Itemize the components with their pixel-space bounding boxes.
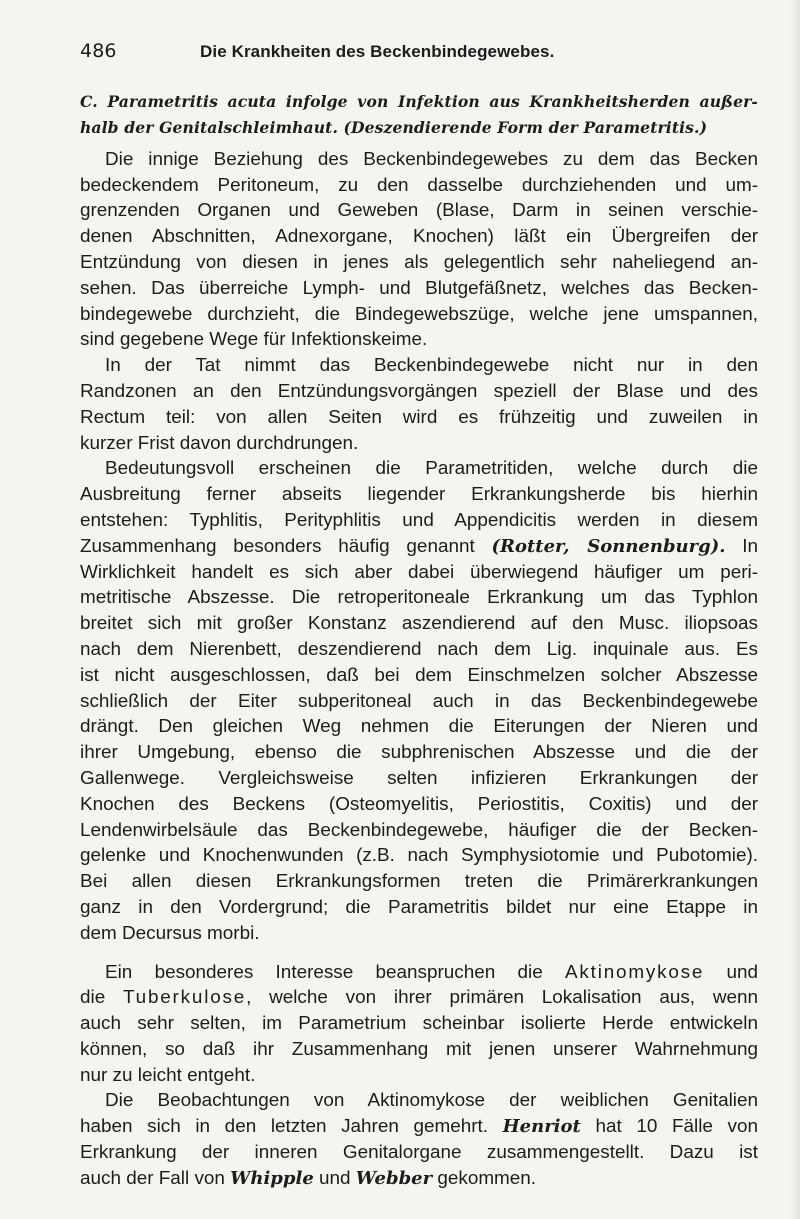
text-line — [80, 1166, 758, 1192]
text-line — [80, 534, 758, 560]
text-fragment: In — [725, 535, 758, 557]
text-line: auch sehr selten, im Parametrium scheinbar isolierte Herde entwickeln — [80, 1013, 758, 1035]
text-fragment: hat 10 Fälle von — [580, 1116, 758, 1138]
text-line: ganz in den Vordergrund; die Parametritis bildet nur eine Etappe in — [80, 896, 758, 918]
text-line: ist nicht ausgeschlossen, daß bei dem Einschmelzen solcher Abszesse — [80, 664, 758, 686]
text-line: In der Tat nimmt das Beckenbindegewebe nicht nur in den — [105, 355, 758, 377]
section-heading-line: halb der Genitalschleimhaut. (Deszendierende Form der Parametritis.) — [80, 117, 708, 137]
text-line: Rectum teil: von allen Seiten wird es frühzeitig und zuweilen in — [80, 406, 758, 428]
text-fragment: gekommen. — [432, 1167, 537, 1189]
paragraph-4 — [80, 960, 758, 1089]
emphasized-term: Tuberkulose — [123, 987, 247, 1009]
paragraph-1 — [80, 147, 758, 353]
text-fragment: die — [80, 987, 123, 1009]
text-fragment: haben sich in den letzten Jahren gemehrt. — [80, 1116, 503, 1138]
text-line: grenzenden Organen und Geweben (Blase, Darm in seinen verschie- — [80, 200, 758, 222]
text-line: schließlich der Eiter subperitoneal auch in das Beckenbindegewebe — [80, 690, 758, 712]
text-line: nach dem Nierenbett, deszendierend nach dem Lig. inquinale aus. Es — [80, 638, 758, 660]
text-fragment: und — [704, 961, 758, 983]
running-header — [80, 40, 758, 70]
text-line: Wirklichkeit handelt es sich aber dabei überwiegend häufiger um peri- — [80, 561, 758, 583]
text-line: denen Abschnitten, Adnexorgane, Knochen) läßt ein Übergreifen der — [80, 226, 758, 248]
text-line: Die Beobachtungen von Aktinomykose der weiblichen Genitalien — [105, 1090, 758, 1112]
text-line: entstehen: Typhlitis, Perityphlitis und Appendicitis werden in diesem — [80, 509, 758, 531]
text-line — [80, 1114, 758, 1140]
text-line: ihrer Umgebung, ebenso die subphrenischen Abszesse und die der — [80, 742, 758, 764]
paragraph-2 — [80, 353, 758, 456]
paragraph-5 — [80, 1088, 758, 1191]
text-line: Gallenwege. Vergleichsweise selten infizieren Erkrankungen der — [80, 767, 758, 789]
text-fragment: Ein besonderes Interesse beanspruchen die — [105, 961, 566, 983]
paragraph-gap — [80, 947, 758, 960]
text-line: Entzündung von diesen in jenes als gelegentlich sehr naheliegend an- — [80, 251, 758, 273]
author-citation: Henriot — [502, 1116, 581, 1138]
page-edge-shadow — [790, 0, 800, 1219]
text-fragment: auch der Fall von — [80, 1167, 231, 1189]
text-line: können, so daß ihr Zusammenhang mit jenen unserer Wahrnehmung — [80, 1038, 758, 1060]
author-citation: (Rotter, Sonnenburg). — [491, 535, 726, 557]
text-line — [80, 960, 758, 986]
text-line: Lendenwirbelsäule das Beckenbindegewebe, häufiger die der Becken- — [80, 819, 758, 841]
text-line: drängt. Den gleichen Weg nehmen die Eiterungen der Nieren und — [80, 716, 758, 738]
text-line: sind gegebene Wege für Infektionskeime. — [80, 329, 428, 351]
text-line: Bedeutungsvoll erscheinen die Parametritiden, welche durch die — [105, 458, 758, 480]
text-line: Bei allen diesen Erkrankungsformen treten die Primärerkrankungen — [80, 871, 758, 893]
text-line: bindegewebe durchzieht, die Bindegewebszüge, welche jene umspannen, — [80, 303, 758, 325]
paragraph-3 — [80, 456, 758, 946]
text-line: breitet sich mit großer Konstanz aszendierend auf den Musc. iliopsoas — [80, 613, 758, 635]
author-citation: Webber — [355, 1167, 433, 1189]
text-line: Erkrankung der inneren Genitalorgane zusammengestellt. Dazu ist — [80, 1142, 758, 1164]
emphasized-term: Aktinomykose — [565, 961, 705, 983]
text-line: gelenke und Knochenwunden (z.B. nach Symphysiotomie und Pubotomie). — [80, 845, 758, 867]
body-text — [80, 147, 758, 1192]
text-line: Ausbreitung ferner abseits liegender Erkrankungsherde bis hierhin — [80, 484, 758, 506]
section-heading — [80, 92, 758, 138]
text-line: kurzer Frist davon durchdrungen. — [80, 432, 359, 454]
text-fragment: Zusammenhang besonders häufig genannt — [80, 535, 492, 557]
text-fragment: und — [313, 1167, 356, 1189]
text-line: dem Decursus morbi. — [80, 922, 260, 944]
text-line: Knochen des Beckens (Osteomyelitis, Periostitis, Coxitis) und der — [80, 793, 758, 815]
text-line: sehen. Das überreiche Lymph- und Blutgefäßnetz, welches das Becken- — [80, 277, 758, 299]
text-line: nur zu leicht entgeht. — [80, 1064, 256, 1086]
text-line: Die innige Beziehung des Beckenbindegewebes zu dem das Becken — [105, 148, 758, 170]
section-heading-line: C. Parametritis acuta infolge von Infektion aus Krankheitsherden außer- — [80, 92, 758, 111]
text-line: bedeckendem Peritoneum, zu den dasselbe durchziehenden und um- — [80, 174, 758, 196]
text-line: metritische Abszesse. Die retroperitoneale Erkrankung um das Typhlon — [80, 587, 758, 609]
text-line — [80, 985, 758, 1011]
page-number: 486 — [80, 40, 117, 62]
text-line: Randzonen an den Entzündungsvorgängen speziell der Blase und des — [80, 380, 758, 402]
chapter-title: Die Krankheiten des Beckenbindegewebes. — [200, 42, 555, 61]
author-citation: Whipple — [230, 1167, 314, 1189]
text-fragment: , welche von ihrer primären Lokalisation aus, wenn — [246, 987, 758, 1009]
